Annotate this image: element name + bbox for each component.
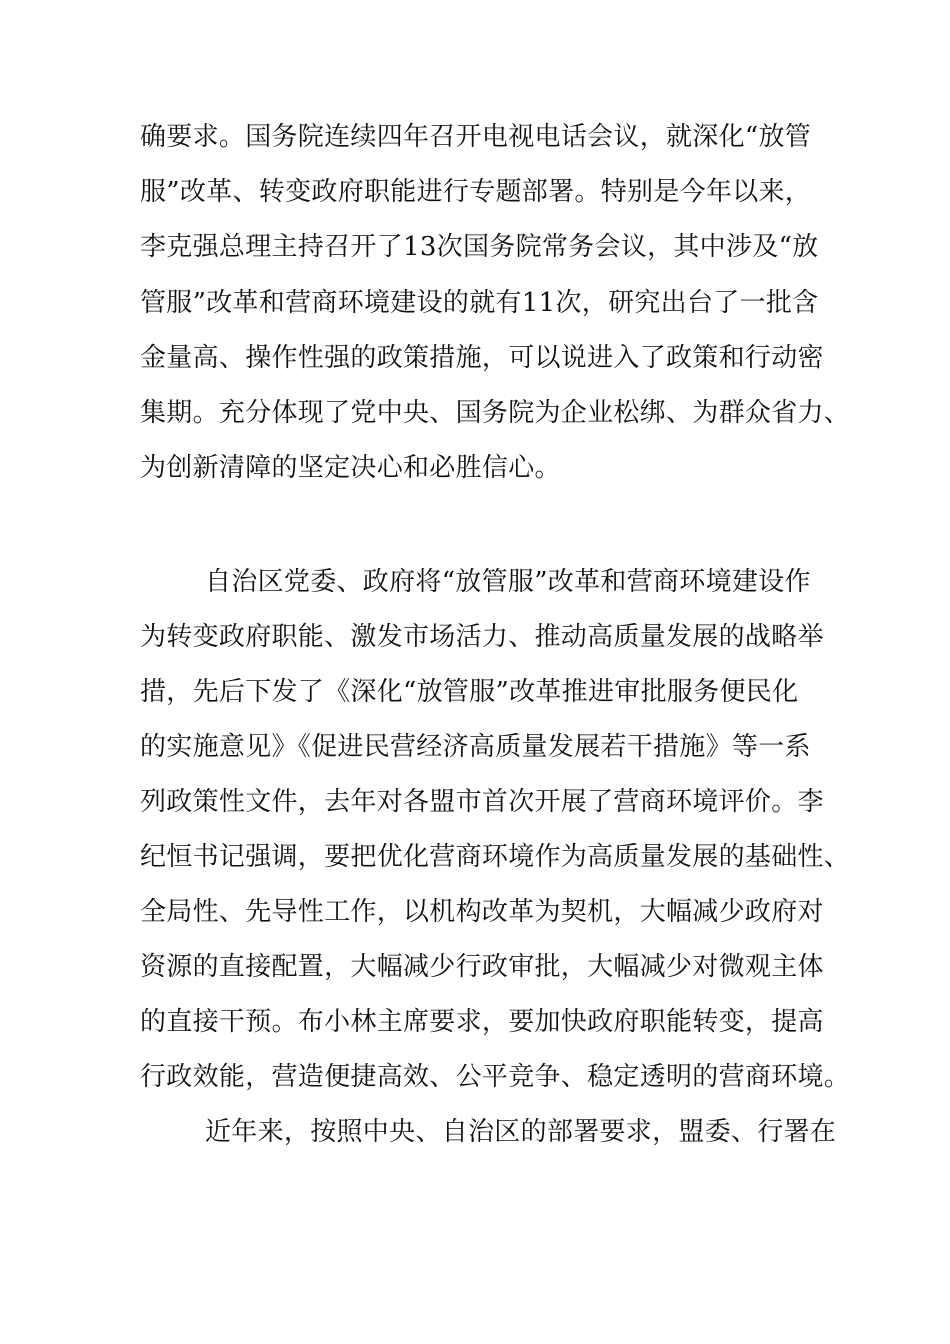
paragraph-1-line-7: 为创新清障的坚定决心和必胜信心。 [140, 453, 561, 483]
paragraph-2-line-10: 行政效能，营造便捷高效、公平竞争、稳定透明的营商环境。 [140, 1062, 851, 1092]
paragraph-1-line-2: 服”改革、转变政府职能进行专题部署。特别是今年以来， [140, 177, 812, 207]
paragraph-1-line-4: 管服”改革和营商环境建设的就有11次，研究出台了一批含 [140, 288, 819, 318]
paragraph-2-line-9: 的直接干预。布小林主席要求，要加快政府职能转变，提高 [140, 1007, 824, 1037]
paragraph-2-line-2: 为转变政府职能、激发市场活力、推动高质量发展的战略举 [140, 622, 824, 652]
paragraph-3-line-1: 近年来，按照中央、自治区的部署要求，盟委、行署在 [205, 1117, 837, 1147]
paragraph-1-line-3: 李克强总理主持召开了13次国务院常务会议，其中涉及“放 [140, 232, 819, 262]
paragraph-2-line-7: 全局性、先导性工作，以机构改革为契机，大幅减少政府对 [140, 897, 824, 927]
paragraph-2-line-6: 纪恒书记强调，要把优化营商环境作为高质量发展的基础性、 [140, 842, 851, 872]
paragraph-2-line-4: 的实施意见》《促进民营经济高质量发展若干措施》等一系 [140, 732, 811, 762]
paragraph-2-line-1: 自治区党委、政府将“放管服”改革和营商环境建设作 [205, 567, 811, 597]
paragraph-2-line-3: 措，先后下发了《深化“放管服”改革推进审批服务便民化 [140, 677, 799, 707]
paragraph-1-line-6: 集期。充分体现了党中央、国务院为企业松绑、为群众省力、 [140, 398, 851, 428]
paragraph-2-line-5: 列政策性文件，去年对各盟市首次开展了营商环境评价。李 [140, 787, 824, 817]
paragraph-1-line-1: 确要求。国务院连续四年召开电视电话会议，就深化“放管 [140, 122, 812, 152]
paragraph-1-line-5: 金量高、操作性强的政策措施，可以说进入了政策和行动密 [140, 343, 824, 373]
paragraph-2-line-8: 资源的直接配置，大幅减少行政审批，大幅减少对微观主体 [140, 952, 824, 982]
